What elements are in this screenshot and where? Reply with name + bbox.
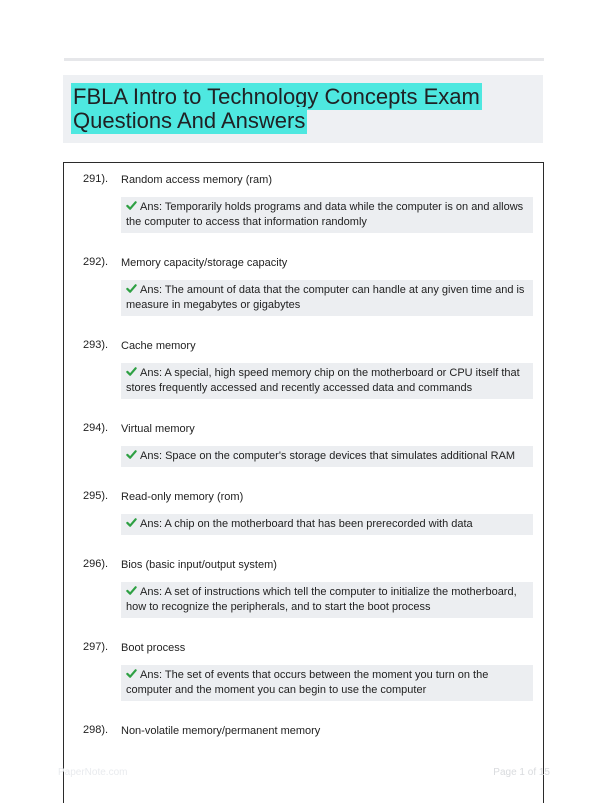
check-icon (126, 668, 137, 679)
question-number: 293). (83, 339, 109, 351)
answer-box (121, 582, 533, 618)
question-number: 294). (83, 422, 109, 434)
check-icon (126, 517, 137, 528)
answer-prefix: Ans: (140, 201, 163, 213)
question-text: Cache memory (121, 340, 196, 352)
answer-prefix: Ans: (140, 669, 163, 681)
answer-box (121, 446, 533, 467)
question-number: 298). (83, 724, 109, 736)
answer-prefix: Ans: (140, 586, 163, 598)
footer-watermark: PaperNote.com (58, 767, 128, 778)
check-icon (126, 200, 137, 211)
document-title-text: FBLA Intro to Technology Concepts Exam Questions And Answers (73, 84, 480, 133)
title-block (63, 75, 543, 143)
answer-text: A chip on the motherboard that has been prerecorded with data (164, 518, 473, 530)
top-divider (64, 58, 544, 61)
question-text: Virtual memory (121, 423, 195, 435)
qa-list (63, 162, 544, 803)
question-text: Boot process (121, 642, 186, 654)
answer-text: A special, high speed memory chip on the motherboard or CPU itself that stores frequently accessed and recently accessed data and commands (126, 367, 520, 394)
check-icon (126, 449, 137, 460)
question-text: Memory capacity/storage capacity (121, 257, 288, 269)
document-title (71, 85, 543, 133)
answer-prefix: Ans: (140, 367, 163, 379)
question-text: Random access memory (ram) (121, 174, 272, 186)
check-icon (126, 366, 137, 377)
question-number: 291). (83, 173, 109, 185)
answer-box (121, 197, 533, 233)
answer-box (121, 514, 533, 535)
question-number: 297). (83, 641, 109, 653)
question-number: 295). (83, 490, 109, 502)
question-text: Bios (basic input/output system) (121, 559, 277, 571)
answer-prefix: Ans: (140, 450, 163, 462)
check-icon (126, 283, 137, 294)
question-text: Read-only memory (rom) (121, 491, 244, 503)
answer-box (121, 280, 533, 316)
answer-text: Space on the computer's storage devices that simulates additional RAM (165, 450, 516, 462)
question-number: 296). (83, 558, 109, 570)
answer-box (121, 363, 533, 399)
answer-box (121, 665, 533, 701)
check-icon (126, 585, 137, 596)
answer-prefix: Ans: (140, 284, 163, 296)
question-text: Non-volatile memory/permanent memory (121, 725, 321, 737)
answer-text: Temporarily holds programs and data while the computer is on and allows the computer to access that information randomly (126, 201, 524, 228)
question-number: 292). (83, 256, 109, 268)
answer-prefix: Ans: (140, 518, 163, 530)
answer-text: A set of instructions which tell the computer to initialize the motherboard, how to recognize the peripherals, and to start the boot process (126, 586, 517, 613)
answer-text: The set of events that occurs between the moment you turn on the computer and the moment you can begin to use the computer (126, 669, 489, 696)
page-indicator: Page 1 of 15 (493, 767, 550, 778)
answer-text: The amount of data that the computer can handle at any given time and is measure in megabytes or gigabytes (126, 284, 525, 311)
